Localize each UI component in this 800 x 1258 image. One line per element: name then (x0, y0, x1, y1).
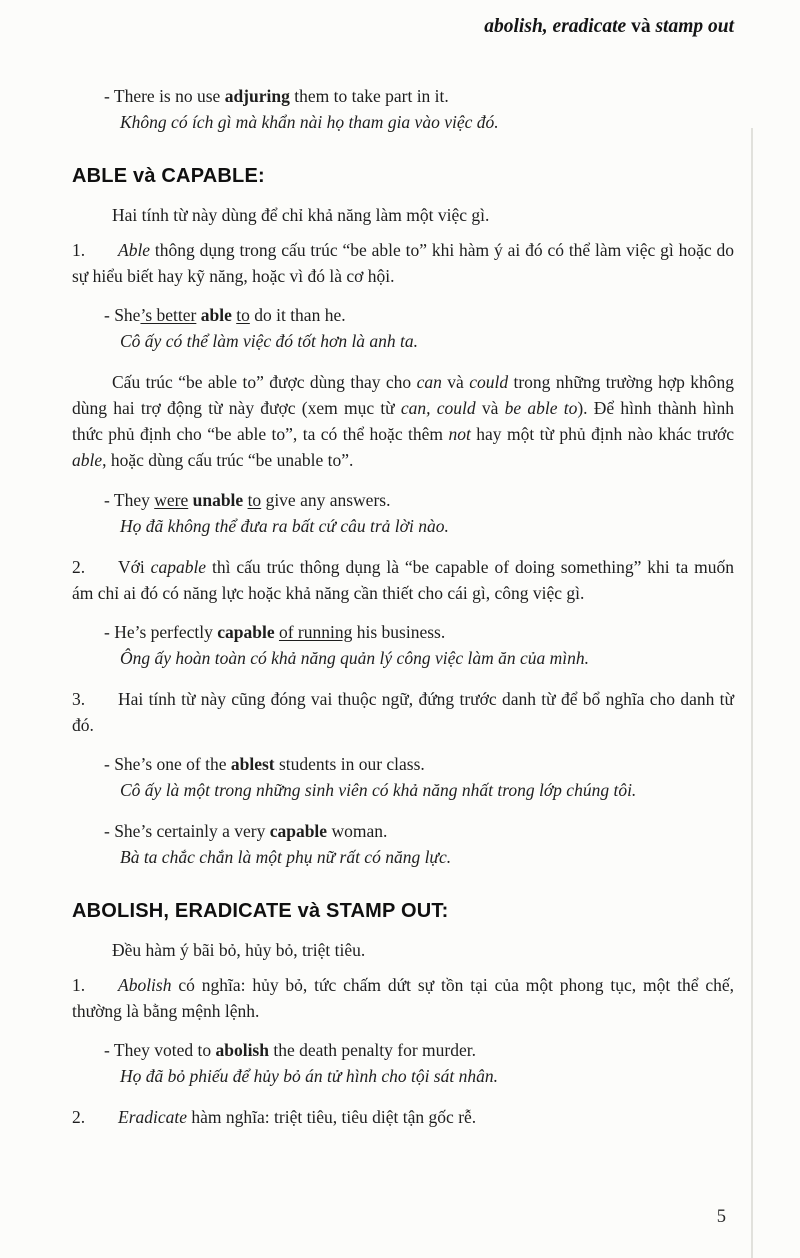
example-pair-voted-abolish (104, 1037, 734, 1089)
example-vietnamese-translation: Bà ta chắc chắn là một phụ nữ rất có năng lực. (120, 847, 452, 868)
numbered-item-able-1 (72, 237, 734, 289)
item-number: 2. (72, 556, 86, 577)
explanation-paragraph-be-able-to: Cấu trúc “be able to” được dùng thay cho can và could trong những trường hợp không dùng hai trợ động từ này được (xem mục từ can, could và be able to). Để hình thành hình thức phủ định cho “be able to”, ta có thể hoặc thêm not hay một từ phủ định nào khác trước able, hoặc dùng cấu trúc “be unable to”. (72, 372, 735, 471)
example-vietnamese-translation: Cô ấy có thể làm việc đó tốt hơn là anh ta. (120, 331, 419, 352)
item-text: Abolish có nghĩa: hủy bỏ, tức chấm dứt sự tồn tại của một phong tục, một thể chế, thường là bằng mệnh lệnh. (72, 975, 734, 1022)
item-number: 3. (72, 688, 86, 709)
example-pair-shes-better-able (104, 302, 734, 354)
page-number: 5 (716, 1207, 726, 1228)
numbered-item-abolish-1 (72, 972, 734, 1024)
example-vietnamese-translation: Cô ấy là một trong những sinh viên có khả năng nhất trong lớp chúng tôi. (120, 780, 637, 801)
example-english: - There is no use adjuring them to take part in it. (104, 86, 449, 107)
section-heading-able-capable: ABLE và CAPABLE: (72, 165, 265, 188)
item-number: 1. (72, 240, 86, 261)
item-number: 2. (72, 1107, 86, 1128)
example-english: - She’s one of the ablest students in our class. (104, 754, 425, 775)
numbered-item-able-2 (72, 554, 734, 606)
example-pair-were-unable (104, 487, 734, 539)
numbered-item-abolish-2 (72, 1104, 734, 1130)
example-pair-perfectly-capable (104, 619, 734, 671)
item-number: 1. (72, 975, 86, 996)
section-lead-abolish: Đều hàm ý bãi bỏ, hủy bỏ, triệt tiêu. (112, 940, 366, 961)
item-text: Với capable thì cấu trúc thông dụng là “be capable of doing something” khi ta muốn ám chỉ ai đó có năng lực hoặc khả năng cần thiết cho cái gì, công việc gì. (72, 556, 734, 603)
example-pair-capable-woman (104, 818, 734, 870)
item-text: Hai tính từ này cũng đóng vai thuộc ngữ, đứng trước danh từ để bổ nghĩa cho danh từ đó. (72, 688, 734, 735)
example-english: - They voted to abolish the death penalty for murder. (104, 1040, 476, 1061)
example-english: - They were unable to give any answers. (104, 489, 391, 510)
example-vietnamese-translation: Họ đã bỏ phiếu để hủy bỏ án tử hình cho tội sát nhân. (120, 1066, 498, 1087)
example-pair-adjuring (104, 83, 734, 135)
example-english: - He’s perfectly capable of running his business. (104, 621, 446, 642)
item-text: Eradicate hàm nghĩa: triệt tiêu, tiêu diệt tận gốc rễ. (118, 1107, 477, 1128)
example-vietnamese-translation: Ông ấy hoàn toàn có khả năng quản lý công việc làm ăn của mình. (120, 647, 590, 668)
section-heading-abolish-eradicate-stamp-out: ABOLISH, ERADICATE và STAMP OUT: (72, 900, 449, 923)
item-text: Able thông dụng trong cấu trúc “be able to” khi hàm ý ai đó có thể làm việc gì hoặc do sự hiểu biết hay kỹ năng, hoặc vì đó là cơ hội. (72, 240, 734, 287)
example-english: - She’s certainly a very capable woman. (104, 821, 388, 842)
example-vietnamese-translation: Không có ích gì mà khẩn nài họ tham gia vào việc đó. (120, 112, 499, 133)
section-lead-able-capable: Hai tính từ này dùng để chỉ khả năng làm một việc gì. (112, 204, 490, 225)
example-english: - She’s better able to do it than he. (104, 305, 346, 326)
example-vietnamese-translation: Họ đã không thể đưa ra bất cứ câu trả lời nào. (120, 515, 449, 536)
scan-artifact-line (751, 128, 753, 1258)
running-head: abolish, eradicate và stamp out (484, 16, 734, 37)
example-pair-ablest-students (104, 751, 734, 803)
numbered-item-able-3 (72, 686, 734, 738)
